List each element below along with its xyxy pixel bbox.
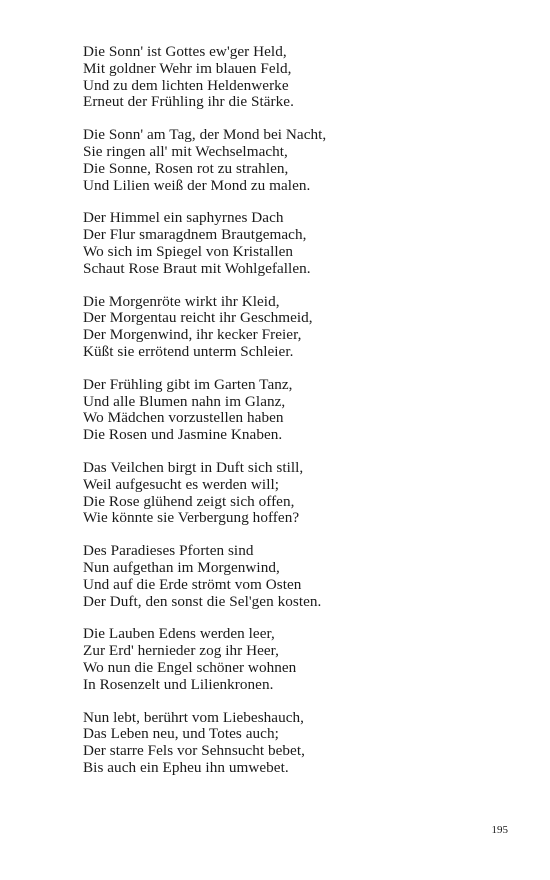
stanza [83, 377, 513, 444]
verse-line: Des Paradieses Pforten sind [83, 542, 254, 560]
stanza [83, 543, 513, 610]
verse-line: Die Morgenröte wirkt ihr Kleid, [83, 292, 280, 310]
verse-line: Mit goldner Wehr im blauen Feld, [83, 59, 292, 77]
verse-line: Das Veilchen birgt in Duft sich still, [83, 458, 304, 476]
verse-line: Nun lebt, berührt vom Liebeshauch, [83, 708, 305, 726]
verse-line: Die Rose glühend zeigt sich offen, [83, 492, 295, 510]
verse-line: Und zu dem lichten Heldenwerke [83, 76, 289, 94]
poem-text [83, 44, 513, 793]
verse-line: Die Rosen und Jasmine Knaben. [83, 426, 283, 444]
stanza [83, 710, 513, 777]
verse-line: Die Lauben Edens werden leer, [83, 625, 275, 643]
verse-line: Weil aufgesucht es werden will; [83, 475, 280, 493]
verse-line: Die Sonn' ist Gottes ew'ger Held, [83, 43, 287, 60]
verse-line: Schaut Rose Braut mit Wohlgefallen. [83, 259, 311, 277]
stanza [83, 626, 513, 693]
verse-line: Sie ringen all' mit Wechselmacht, [83, 142, 288, 160]
verse-line: Erneut der Frühling ihr die Stärke. [83, 93, 294, 111]
verse-line: Und auf die Erde strömt vom Osten [83, 575, 302, 593]
verse-line: Der Morgenwind, ihr kecker Freier, [83, 326, 302, 344]
verse-line: Der Himmel ein saphyrnes Dach [83, 209, 284, 227]
verse-line: Der Flur smaragdnem Brautgemach, [83, 226, 307, 244]
verse-line: Der Duft, den sonst die Sel'gen kosten. [83, 592, 322, 610]
verse-line: Wie könnte sie Verbergung hoffen? [83, 509, 300, 527]
verse-line: Das Leben neu, und Totes auch; [83, 725, 279, 743]
stanza [83, 210, 513, 277]
verse-line: In Rosenzelt und Lilienkronen. [83, 675, 274, 693]
verse-line: Wo nun die Engel schöner wohnen [83, 658, 297, 676]
stanza [83, 294, 513, 361]
verse-line: Und alle Blumen nahn im Glanz, [83, 392, 286, 410]
verse-line: Nun aufgethan im Morgenwind, [83, 558, 280, 576]
verse-line: Wo Mädchen vorzustellen haben [83, 409, 284, 427]
verse-line: Bis auch ein Epheu ihn umwebet. [83, 758, 289, 776]
page-number: 195 [491, 824, 508, 836]
verse-line: Küßt sie errötend unterm Schleier. [83, 342, 294, 360]
verse-line: Zur Erd' hernieder zog ihr Heer, [83, 642, 280, 660]
stanza [83, 127, 513, 194]
verse-line: Der starre Fels vor Sehnsucht bebet, [83, 742, 305, 760]
stanza [83, 460, 513, 527]
stanza [83, 44, 513, 111]
verse-line: Wo sich im Spiegel von Kristallen [83, 242, 294, 260]
verse-line: Die Sonn' am Tag, der Mond bei Nacht, [83, 126, 327, 144]
verse-line: Der Morgentau reicht ihr Geschmeid, [83, 309, 313, 327]
verse-line: Die Sonne, Rosen rot zu strahlen, [83, 159, 289, 177]
verse-line: Der Frühling gibt im Garten Tanz, [83, 375, 293, 393]
verse-line: Und Lilien weiß der Mond zu malen. [83, 176, 311, 194]
